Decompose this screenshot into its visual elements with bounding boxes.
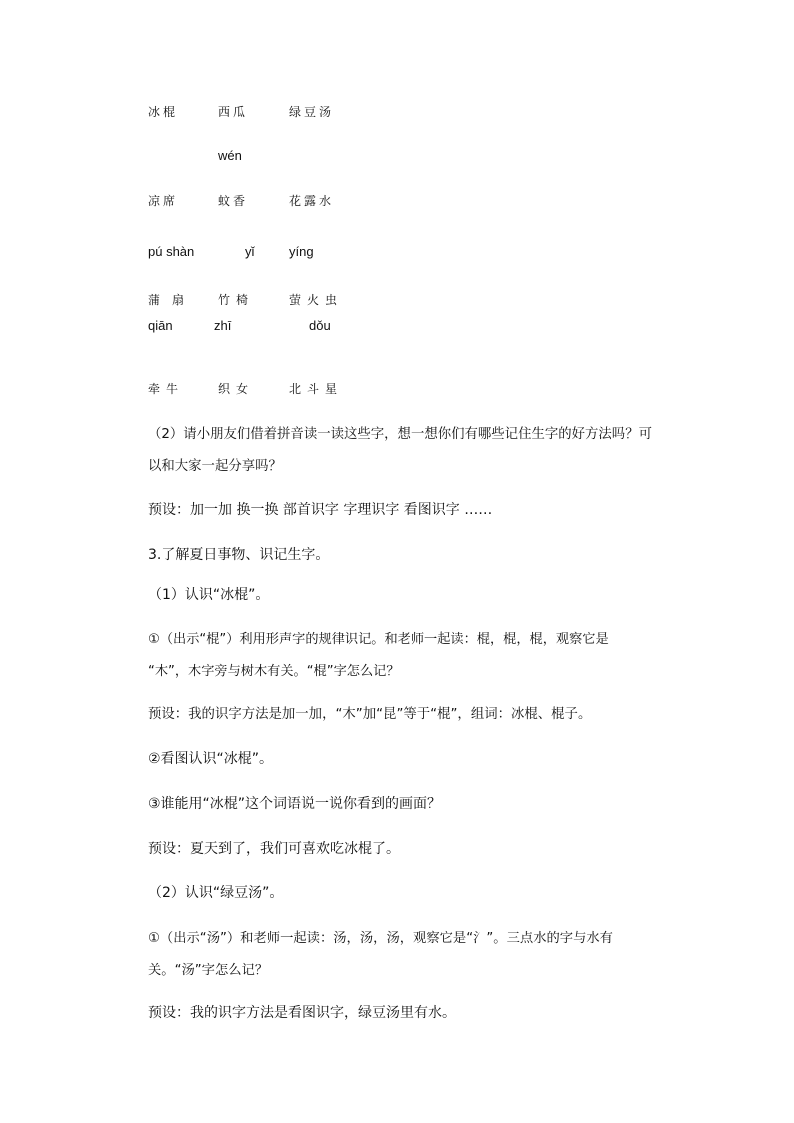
word-xi-gua: 西瓜 [218,105,249,119]
paragraph-picture-bing-gun: ②看图认识“冰棍”。 [148,751,274,767]
word-ying-huo-chong: 萤火虫 [289,293,344,307]
word-pu-shan: 蒲扇 [148,293,197,307]
paragraph-gun-line2: “木”，木字旁与树木有关。“棍”字怎么记？ [148,664,400,679]
word-bei-dou-xing: 北斗星 [289,382,344,396]
paragraph-question-2-line2: 以和大家一起分享吗？ [148,459,282,474]
pinyin-pu-shan: pú shàn [148,244,195,259]
subheading-lv-dou-tang: （2）认识“绿豆汤”。 [148,885,284,901]
pinyin-dou: dǒu [309,318,331,333]
pinyin-wen: wén [218,148,242,163]
paragraph-preset-tang: 预设：我的识字方法是看图识字，绿豆汤里有水。 [148,1005,456,1021]
section-heading-3: 3.了解夏日事物、识记生字。 [148,547,330,563]
word-qian-niu: 牵牛 [148,382,185,396]
paragraph-tang-line2: 关。“汤”字怎么记？ [148,963,269,978]
word-bing-gun: 冰棍 [148,105,179,119]
subheading-bing-gun: （1）认识“冰棍”。 [148,587,270,603]
pinyin-ying: yíng [289,244,314,259]
pinyin-qian: qiān [148,318,173,333]
word-liang-xi: 凉席 [148,194,179,208]
pinyin-yi: yǐ [245,244,255,259]
paragraph-preset-methods: 预设：加一加 换一换 部首识字 字理识字 看图识字 …… [148,502,493,518]
word-wen-xiang: 蚊香 [218,194,249,208]
paragraph-question-2-line1: （2）请小朋友们借着拼音读一读这些字，想一想你们有哪些记住生字的好方法吗？可 [148,427,652,442]
paragraph-gun-line1: ①（出示“棍”）利用形声字的规律识记。和老师一起读：棍，棍，棍，观察它是 [148,632,609,647]
word-lv-dou-tang: 绿豆汤 [289,105,335,119]
paragraph-preset-summer: 预设：夏天到了，我们可喜欢吃冰棍了。 [148,841,400,857]
word-hua-lu-shui: 花露水 [289,194,335,208]
paragraph-preset-gun: 预设：我的识字方法是加一加，“木”加“昆”等于“棍”，组词：冰棍、棍子。 [148,707,592,722]
word-zhi-nv: 织女 [218,382,255,396]
paragraph-describe-bing-gun: ③谁能用“冰棍”这个词语说一说你看到的画面？ [148,796,442,812]
word-zhu-yi: 竹椅 [218,293,255,307]
paragraph-tang-line1: ①（出示“汤”）和老师一起读：汤，汤，汤，观察它是“氵”。三点水的字与水有 [148,931,613,946]
pinyin-zhi: zhī [214,318,232,333]
